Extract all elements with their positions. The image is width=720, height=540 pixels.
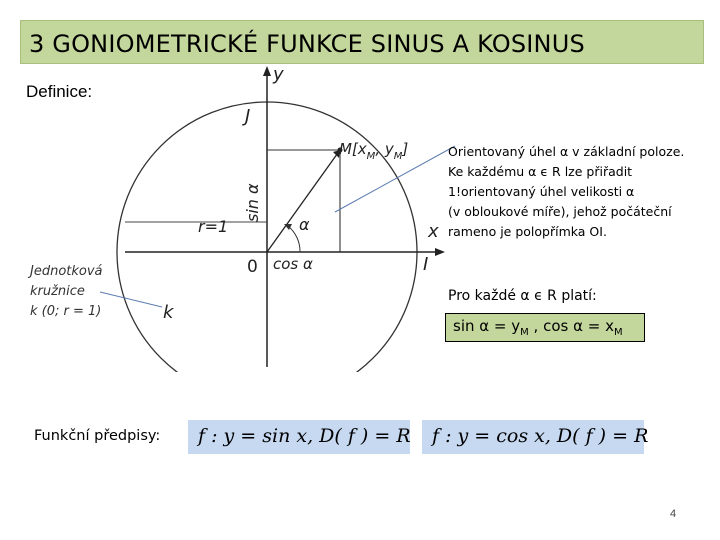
orientovany-uhel-note bbox=[448, 142, 718, 242]
page-number: 4 bbox=[670, 508, 677, 520]
jednotkova-kruznice-note bbox=[30, 262, 103, 322]
cos-function-box bbox=[422, 420, 649, 454]
y-axis-label: y bbox=[273, 64, 284, 85]
note-line-2: Ke každému α ϵ R lze přiřadit bbox=[448, 164, 633, 179]
x-axis-label: x bbox=[428, 221, 439, 242]
note-line-4: (v obloukové míře), jehož počáteční bbox=[448, 204, 672, 219]
callout-line-circle bbox=[100, 292, 162, 307]
cos-function-text: f : y = cos x, D( f ) = R bbox=[432, 425, 649, 447]
sin-cos-formula-box: $\sin \alpha = y_M$ , $\cos \alpha = x_M$ bbox=[445, 313, 645, 342]
r-label: r=1 bbox=[198, 217, 229, 236]
pro-kazde-text: Pro každé α ϵ R platí: bbox=[448, 288, 597, 304]
cos-label: cos α bbox=[273, 255, 313, 273]
sin-function-text: f : y = sin x, D( f ) = R bbox=[198, 425, 411, 447]
note-line-3: 1!orientovaný úhel velikosti α bbox=[448, 184, 635, 199]
funkcni-predpisy-label: Funkční předpisy: bbox=[34, 428, 161, 444]
kruznice-line-2: kružnice bbox=[30, 284, 85, 299]
definice-label: Definice: bbox=[26, 82, 93, 101]
m-label: $M[x_M$, $y_M$] bbox=[339, 140, 409, 162]
k-label: k bbox=[163, 302, 174, 323]
origin-label: 0 bbox=[247, 257, 258, 277]
j-label: J bbox=[245, 106, 251, 127]
kruznice-line-1: Jednotková bbox=[30, 264, 103, 279]
alpha-label: α bbox=[299, 215, 310, 234]
i-label: I bbox=[423, 254, 429, 275]
callout-line-angle bbox=[335, 146, 455, 212]
sin-label: sin α bbox=[243, 183, 262, 222]
sin-function-box bbox=[188, 420, 410, 454]
page-title: 3 GONIOMETRICKÉ FUNKCE SINUS A KOSINUS bbox=[29, 30, 585, 58]
note-line-5: rameno je polopřímka OI. bbox=[448, 224, 607, 239]
note-line-1: Orientovaný úhel α v základní poloze. bbox=[448, 144, 685, 159]
kruznice-line-3: k (0; r = 1) bbox=[30, 304, 102, 319]
